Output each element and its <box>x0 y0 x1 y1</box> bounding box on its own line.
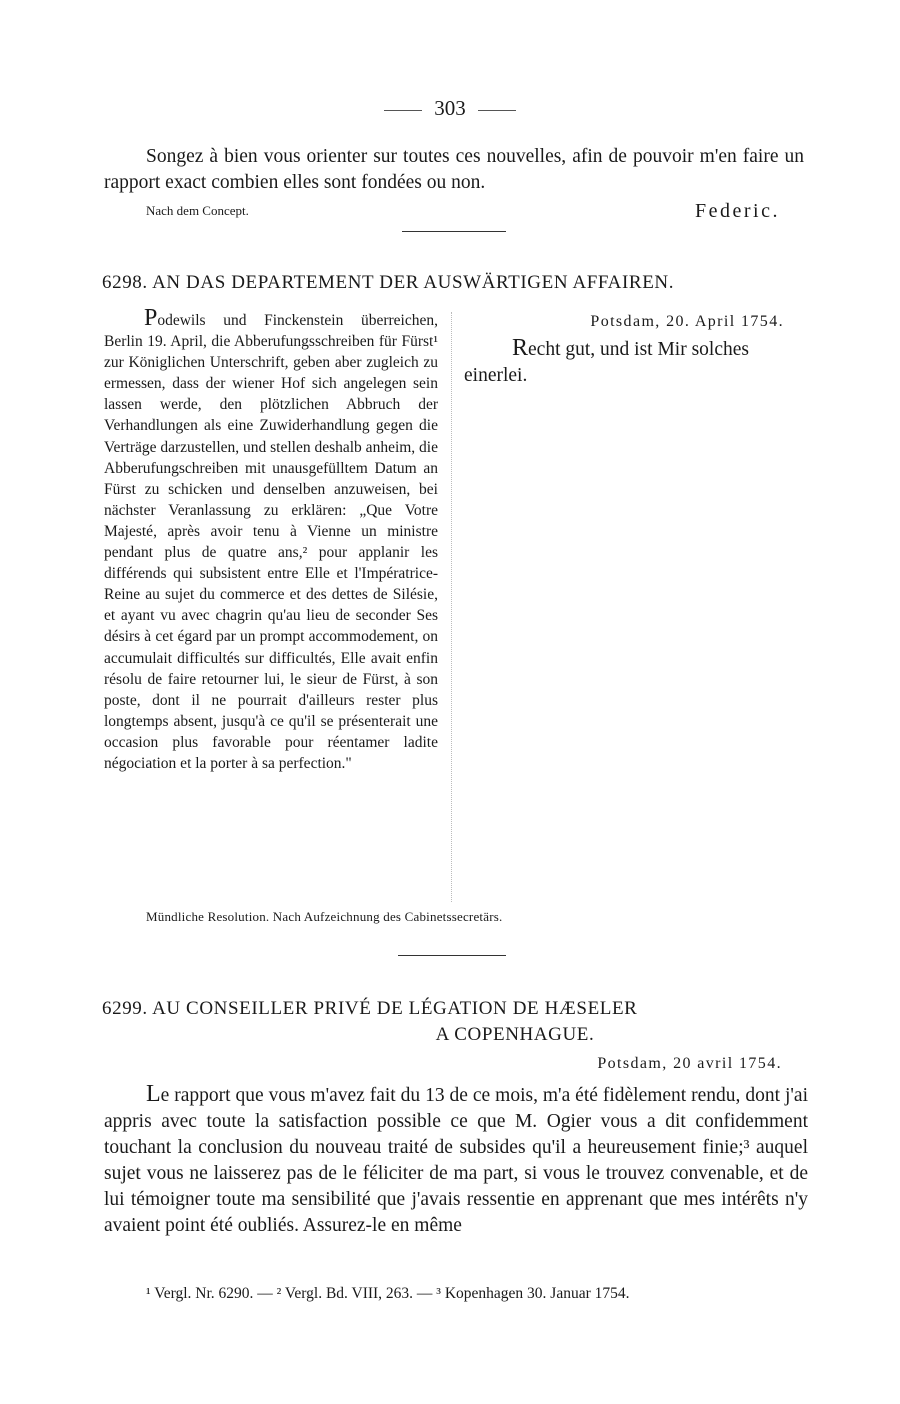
letter-6298-source-note: Mündliche Resolution. Nach Aufzeichnung des Cabinetssecretärs. <box>146 909 503 924</box>
letter-6298-summary-text: odewils und Finckenstein überreichen, Berlin 19. April, die Abberufungsschreiben für Fürst¹ zur Königlichen Unterschrift, geben aber zugleich zu ermessen, dass der wiener Hof sich angelegen sein lassen werde, den plötzlichen Abbruch der Verhandlungen als eine Zuwiderhandlung gegen die Verträge darzustellen, und stellen deshalb anheim, die Abberufungschreiben mit unausgefülltem Datum an Fürst zu schicken und denselben anzuweisen, bei nächster Veranlassung zu erklären: „Que Votre Majesté, après avoir tenu à Vienne un ministre pendant plus de quatre ans,² pour applanir les différends qui subsistent entre Elle et l'Impératrice-Reine au sujet du commerce et des dettes de Silésie, et ayant vu avec chagrin qu'au lieu de seconder Ses désirs à cet égard par un prompt accommodement, on accumulait difficultés sur difficultés, Elle avait enfin résolu de faire retourner lui, le sieur de Fürst, à son poste, dont il ne pourrait d'ailleurs rester plus longtemps absent, jusqu'à ce qu'il se présenterait une occasion plus favorable pour réentamer ladite négociation et la porter à sa perfection." <box>104 312 438 772</box>
page-number: 303 <box>0 96 900 121</box>
section-rule-2 <box>398 955 506 956</box>
letter-6299-body-text: e rapport que vous m'avez fait du 13 de ce mois, m'a été fidèlement rendu, dont j'ai appris avec toute la satisfaction possible ce que M. Ogier vous a dit confidemment touchant la conclusion du nouveau traité de subsides qu'il a heureusement finie;³ auquel sujet vous ne laisserez pas de le féliciter de ma part, si vous le trouvez convenable, et de lui témoigner toute ma sensibilité que j'avais ressentie en apprenant que mes intérêts n'y avaient point été oubliés. Assurez-le en même <box>104 1085 808 1236</box>
letter-6298-summary <box>104 305 438 774</box>
letter-6299-heading <box>102 998 812 1020</box>
letter-6298-number: 6298. <box>102 272 148 293</box>
letter-6298-resolution-text: echt gut, und ist Mir solches einerlei. <box>464 339 749 386</box>
letter-6299-title-line1: AU CONSEILLER PRIVÉ DE LÉGATION DE HÆSELER <box>152 998 638 1019</box>
page-number-dash-right <box>478 110 516 111</box>
letter-6298-title: AN DAS DEPARTEMENT DER AUSWÄRTIGEN AFFAIREN. <box>152 272 675 293</box>
section-rule-1 <box>402 231 506 232</box>
letter-6299-place-date: Potsdam, 20 avril 1754. <box>597 1055 782 1072</box>
top-paragraph: Songez à bien vous orienter sur toutes ces nouvelles, afin de pouvoir m'en faire un rapport exact combien elles sont fondées ou non. <box>104 146 804 193</box>
page-number-dash-left <box>384 110 422 111</box>
signature: Federic. <box>695 200 780 222</box>
top-source-note: Nach dem Concept. <box>146 203 249 218</box>
letter-6298-place-date: Potsdam, 20. April 1754. <box>590 313 784 330</box>
footnotes: ¹ Vergl. Nr. 6290. — ² Vergl. Bd. VIII, 263. — ³ Kopenhagen 30. Januar 1754. <box>146 1285 630 1302</box>
column-separator <box>451 312 452 902</box>
letter-6299-body <box>104 1081 808 1239</box>
letter-6299-number: 6299. <box>102 998 148 1019</box>
letter-6299-title-line2: A COPENHAGUE. <box>435 1024 595 1045</box>
letter-6298-heading <box>102 272 812 294</box>
letter-6298-resolution-initial: R <box>512 335 529 361</box>
letter-6298-summary-initial: P <box>144 305 158 331</box>
letter-6299-body-initial: L <box>146 1081 161 1107</box>
letter-6298-resolution <box>464 335 808 389</box>
